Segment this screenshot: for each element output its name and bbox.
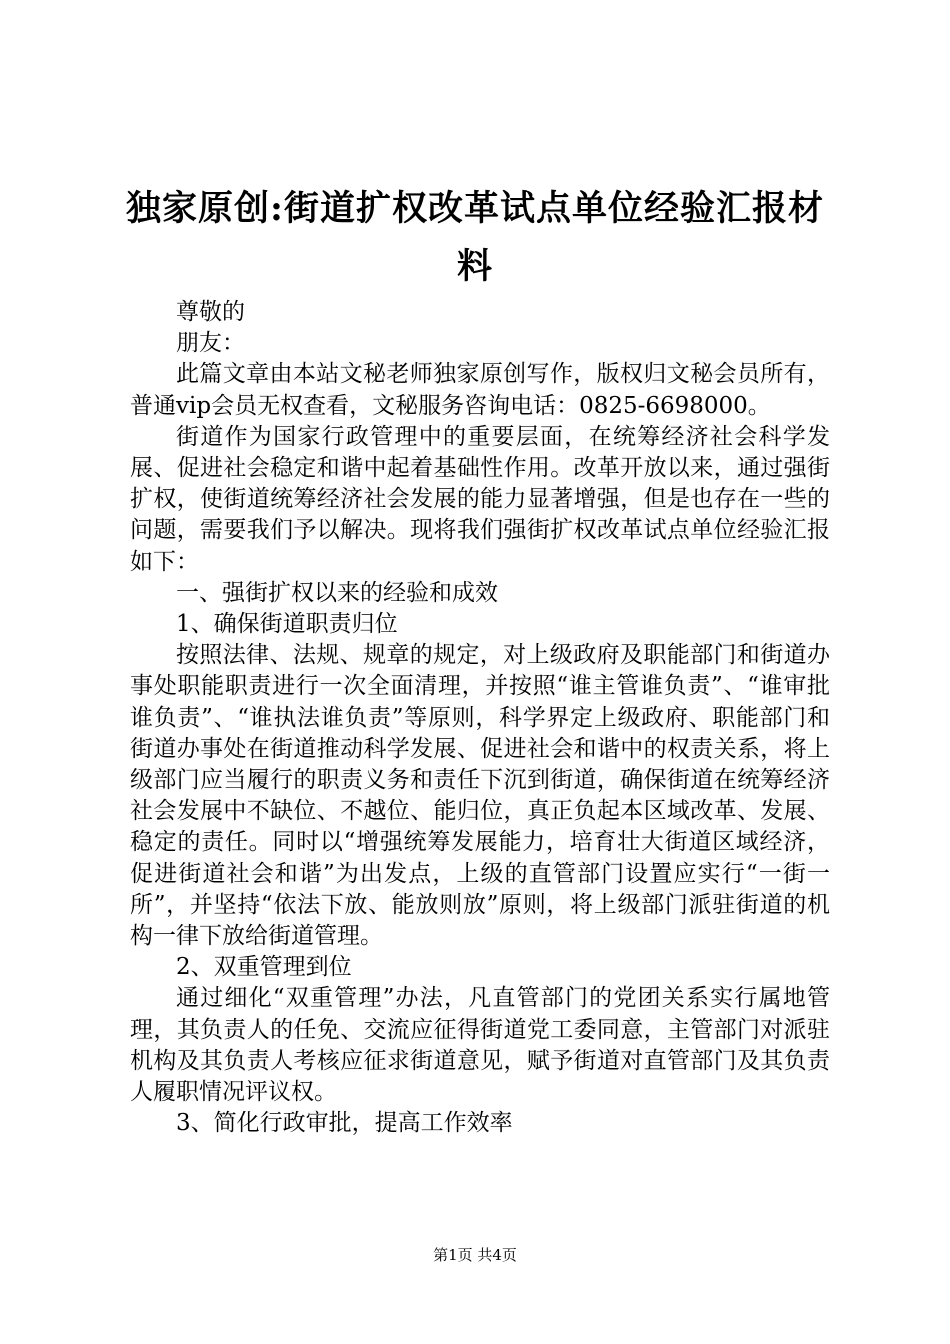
paragraph-salutation-2: 朋友：: [176, 330, 245, 357]
subsection-heading-2: 2、双重管理到位: [176, 954, 352, 981]
section-heading-1: 一、强街扩权以来的经验和成效: [176, 579, 498, 606]
document-body: [130, 297, 830, 1139]
paragraph-introduction: 街道作为国家行政管理中的重要层面，在统筹经济社会科学发展、促进社会稳定和谐中起着基础性作用。改革开放以来，通过强街扩权，使街道统筹经济社会发展的能力显著增强，但是也存在一些的问题，需要我们予以解决。现将我们强街扩权改革试点单位经验汇报如下：: [130, 423, 830, 575]
subsection-heading-1: 1、确保街道职责归位: [176, 611, 398, 638]
paragraph-dual-management: 通过细化“双重管理”办法，凡直管部门的党团关系实行属地管理，其负责人的任免、交流应征得街道党工委同意，主管部门对派驻机构及其负责人考核应征求街道意见，赋予街道对直管部门及其负责人履职情况评议权。: [130, 985, 830, 1106]
paragraph-copyright-notice: 此篇文章由本站文秘老师独家原创写作，版权归文秘会员所有，普通vip会员无权查看，文秘服务咨询电话：0825-6698000。: [130, 361, 830, 419]
paragraph-salutation-1: 尊敬的: [176, 299, 245, 325]
page-footer: 第1页 共4页: [433, 1246, 517, 1264]
subsection-heading-3: 3、简化行政审批，提高工作效率: [176, 1110, 513, 1137]
paragraph-duty-clarification: 按照法律、法规、规章的规定，对上级政府及职能部门和街道办事处职能职责进行一次全面清理，并按照“谁主管谁负责”、“谁审批谁负责”、“谁执法谁负责”等原则，科学界定上级政府、职能部门和街道办事处在街道推动科学发展、促进社会和谐中的权责关系，将上级部门应当履行的职责义务和责任下沉到街道，确保街道在统筹经济社会发展中不缺位、不越位、能归位，真正负起本区域改革、发展、稳定的责任。同时以“增强统筹发展能力，培育壮大街道区域经济，促进街道社会和谐”为出发点，上级的直管部门设置应实行“一街一所”，并坚持“依法下放、能放则放”原则，将上级部门派驻街道的机构一律下放给街道管理。: [130, 642, 830, 950]
document-title: 独家原创:街道扩权改革试点单位经验汇报材料: [126, 188, 824, 287]
